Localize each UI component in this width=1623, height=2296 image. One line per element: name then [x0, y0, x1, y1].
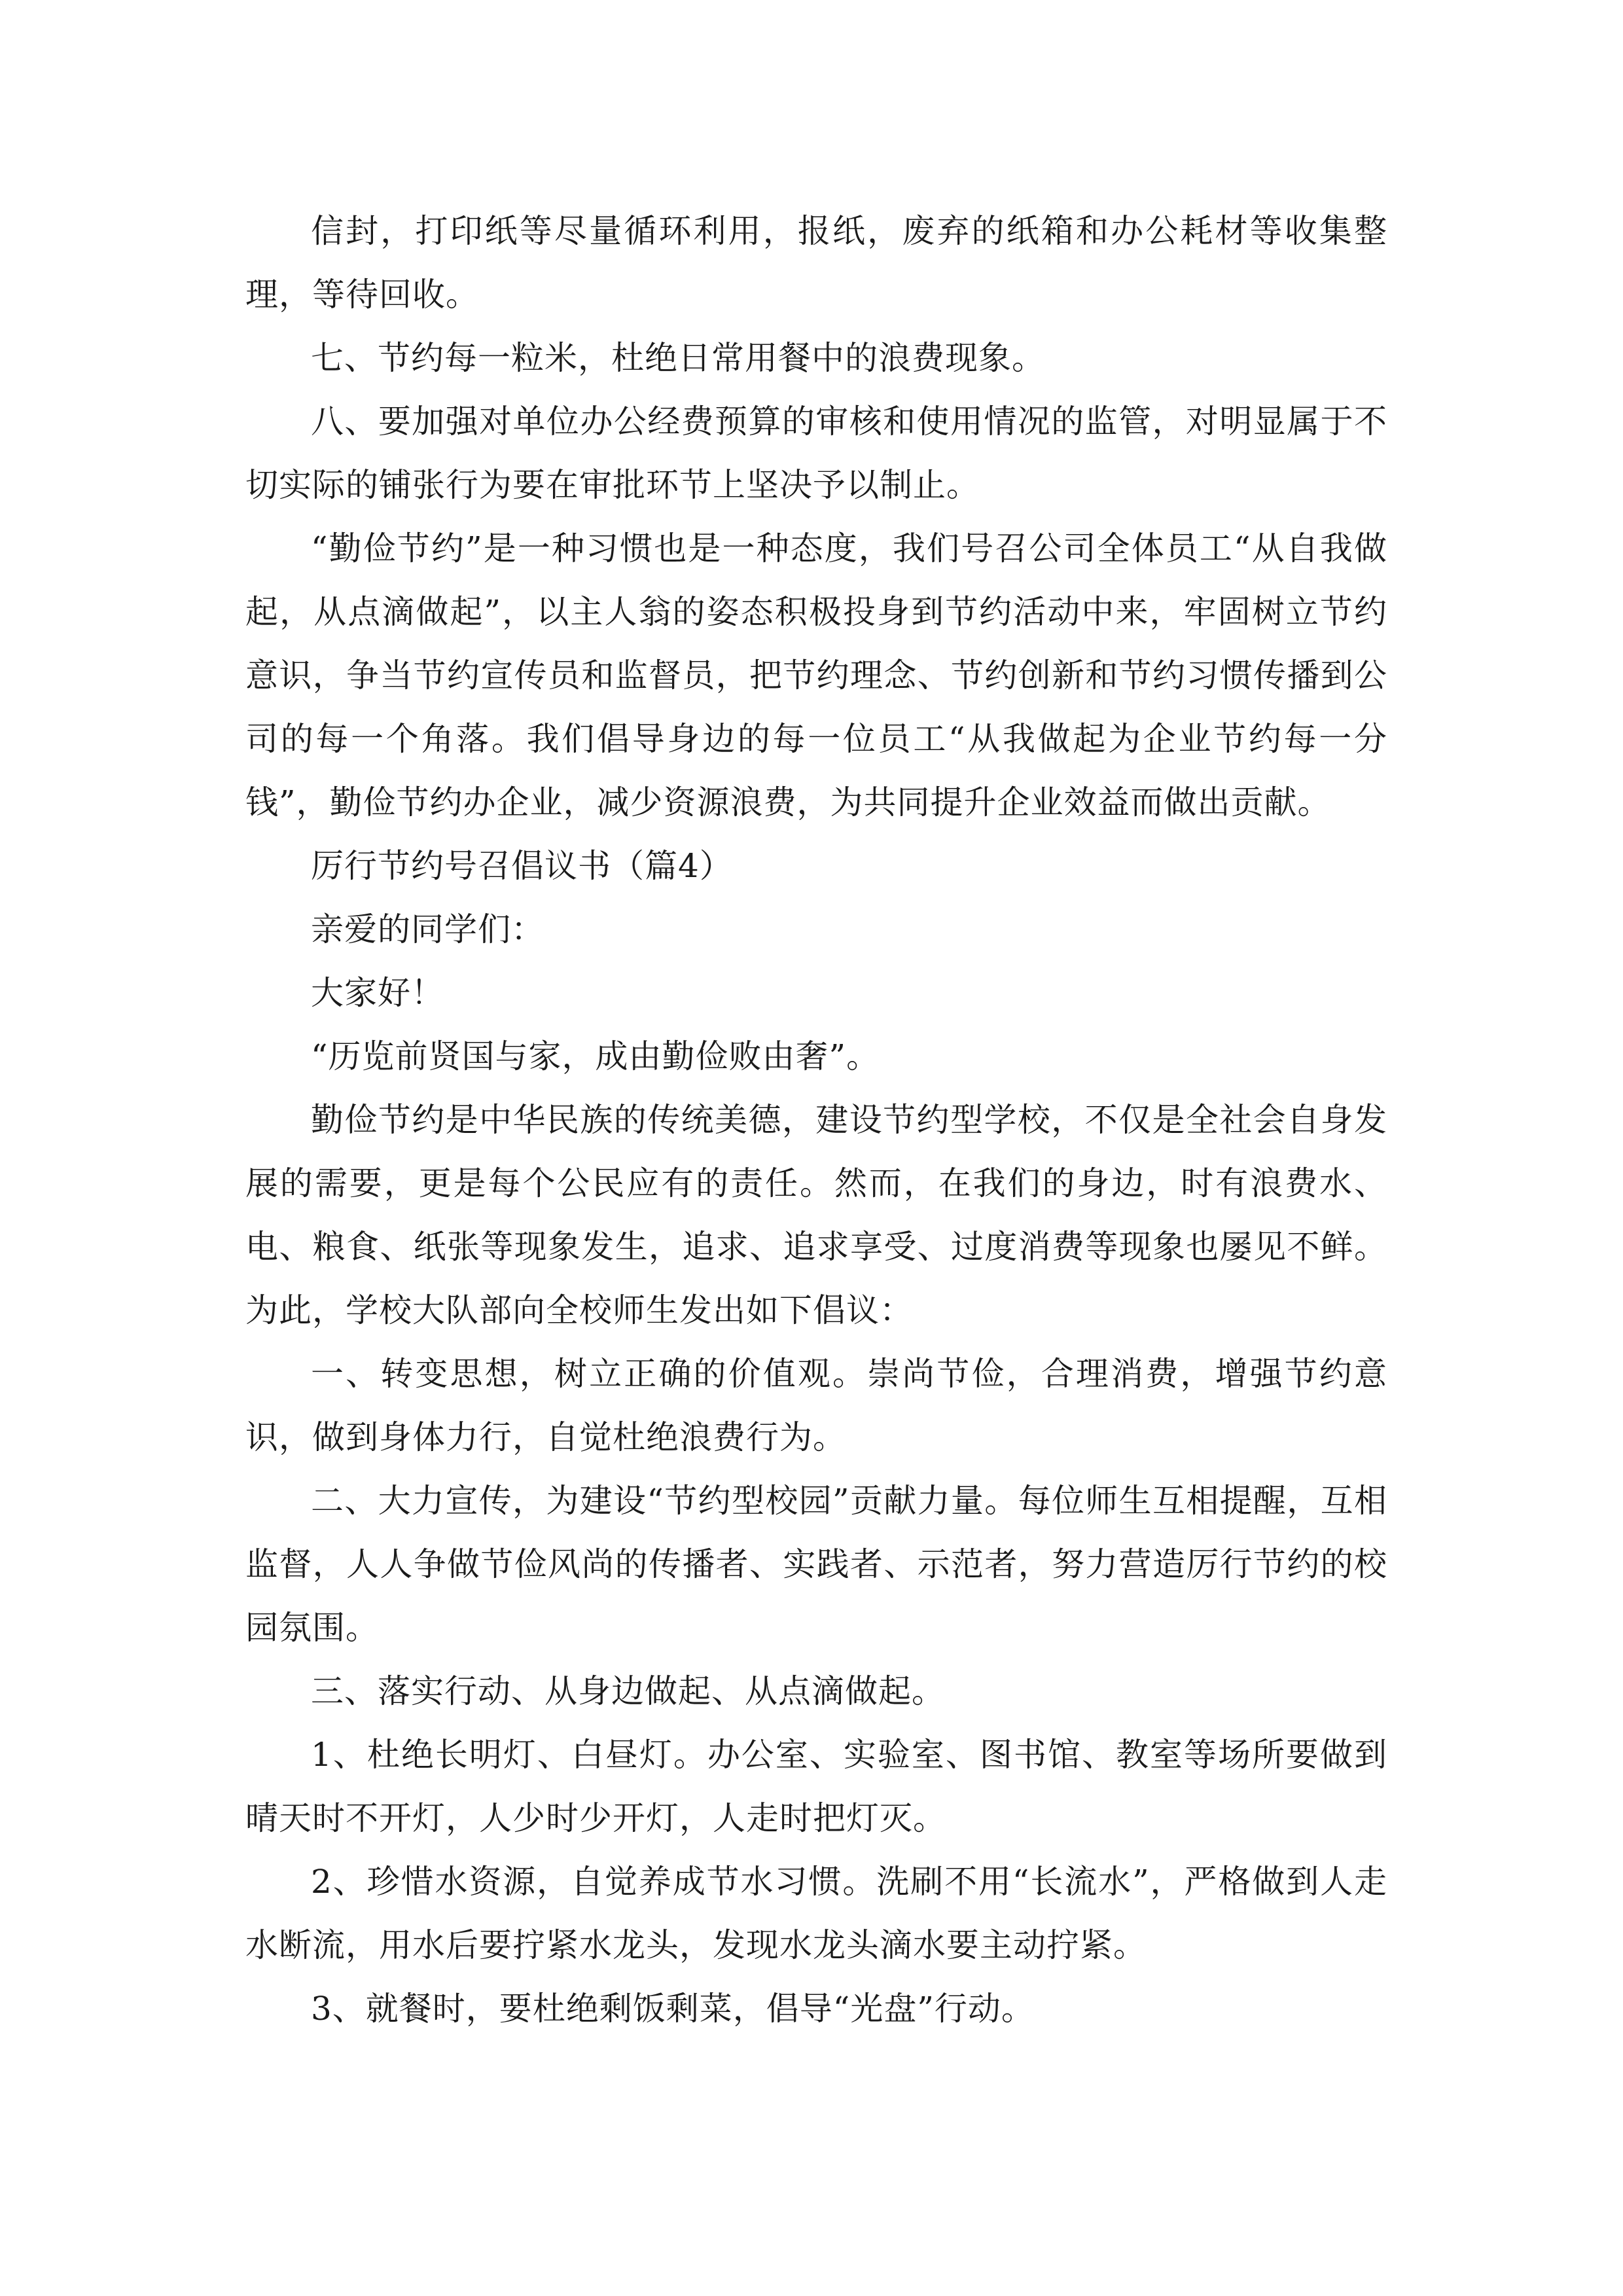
paragraph-15: 3、就餐时，要杜绝剩饭剩菜，倡导“光盘”行动。 [311, 1990, 1035, 2028]
salutation: 亲爱的同学们： [311, 910, 544, 948]
greeting: 大家好！ [311, 974, 444, 1012]
section-title: 厉行节约号召倡议书（篇4） [311, 847, 733, 885]
quote: “历览前贤国与家，成由勤俭败由奢”。 [311, 1037, 880, 1075]
paragraph-3: 八、要加强对单位办公经费预算的审核和使用情况的监管，对明显属于不切实际的铺张行为要在审批环节上坚决予以制止。 [245, 403, 1387, 504]
paragraph-14: 2、珍惜水资源，自觉养成节水习惯。洗刷不用“长流水”，严格做到人走水断流，用水后要拧紧水龙头，发现水龙头滴水要主动拧紧。 [245, 1863, 1387, 1964]
paragraph-11: 二、大力宣传，为建设“节约型校园”贡献力量。每位师生互相提醒，互相监督，人人争做节俭风尚的传播者、实践者、示范者，努力营造厉行节约的校园氛围。 [245, 1482, 1387, 1647]
paragraph-2: 七、节约每一粒米，杜绝日常用餐中的浪费现象。 [311, 339, 1045, 377]
paragraph-10: 一、转变思想，树立正确的价值观。崇尚节俭，合理消费，增强节约意识，做到身体力行，自觉杜绝浪费行为。 [245, 1355, 1387, 1456]
document-body [245, 200, 1387, 2041]
paragraph-4: “勤俭节约”是一种习惯也是一种态度，我们号召公司全体员工“从自我做起，从点滴做起”，以主人翁的姿态积极投身到节约活动中来，牢固树立节约意识，争当节约宣传员和监督员，把节约理念、节约创新和节约习惯传播到公司的每一个角落。我们倡导身边的每一位员工“从我做起为企业节约每一分钱”，勤俭节约办企业，减少资源浪费，为共同提升企业效益而做出贡献。 [245, 529, 1387, 821]
paragraph-1: 信封，打印纸等尽量循环利用，报纸，废弃的纸箱和办公耗材等收集整理，等待回收。 [245, 212, 1387, 314]
paragraph-12: 三、落实行动、从身边做起、从点滴做起。 [311, 1672, 945, 1710]
paragraph-9: 勤俭节约是中华民族的传统美德，建设节约型学校，不仅是全社会自身发展的需要，更是每个公民应有的责任。然而，在我们的身边，时有浪费水、电、粮食、纸张等现象发生，追求、追求享受、过度消费等现象也屡见不鲜。为此，学校大队部向全校师生发出如下倡议： [245, 1101, 1387, 1329]
paragraph-13: 1、杜绝长明灯、白昼灯。办公室、实验室、图书馆、教室等场所要做到晴天时不开灯，人少时少开灯，人走时把灯灭。 [245, 1736, 1387, 1837]
